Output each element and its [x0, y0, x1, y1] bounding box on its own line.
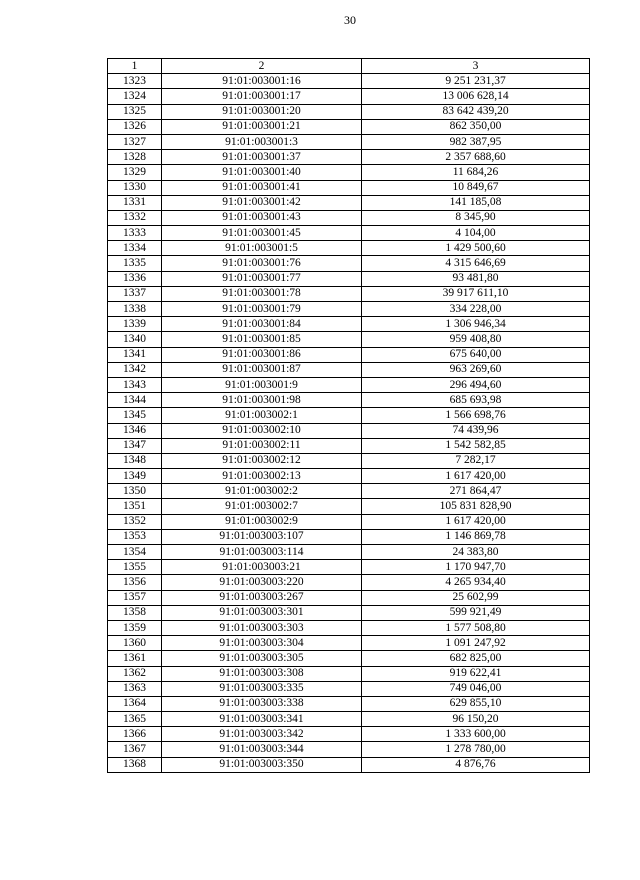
value-cell: 675 640,00	[362, 347, 590, 362]
table-row	[108, 332, 590, 347]
value-cell: 1 566 698,76	[362, 408, 590, 423]
cadastral-number-cell: 91:01:003001:9	[162, 377, 362, 392]
cadastral-number-cell: 91:01:003001:78	[162, 286, 362, 301]
table-row	[108, 362, 590, 377]
cadastral-number-cell: 91:01:003003:220	[162, 575, 362, 590]
table-row	[108, 605, 590, 620]
cadastral-number-cell: 91:01:003003:341	[162, 712, 362, 727]
row-number-cell: 1342	[108, 362, 162, 377]
row-number-cell: 1357	[108, 590, 162, 605]
row-number-cell: 1339	[108, 317, 162, 332]
cadastral-number-cell: 91:01:003001:87	[162, 362, 362, 377]
row-number-cell: 1325	[108, 104, 162, 119]
table-row	[108, 545, 590, 560]
row-number-cell: 1332	[108, 210, 162, 225]
row-number-cell: 1361	[108, 651, 162, 666]
table-row	[108, 256, 590, 271]
cadastral-number-cell: 91:01:003001:40	[162, 165, 362, 180]
row-number-cell: 1367	[108, 742, 162, 757]
row-number-cell: 1324	[108, 89, 162, 104]
row-number-cell: 1365	[108, 712, 162, 727]
row-number-cell: 1338	[108, 302, 162, 317]
table-body	[108, 74, 590, 773]
value-cell: 1 306 946,34	[362, 317, 590, 332]
table-row	[108, 712, 590, 727]
value-cell: 334 228,00	[362, 302, 590, 317]
value-cell: 13 006 628,14	[362, 89, 590, 104]
table-row	[108, 302, 590, 317]
cadastral-number-cell: 91:01:003003:308	[162, 666, 362, 681]
table-row	[108, 575, 590, 590]
row-number-cell: 1341	[108, 347, 162, 362]
table-row	[108, 560, 590, 575]
row-number-cell: 1368	[108, 757, 162, 772]
table-row	[108, 636, 590, 651]
table-header-row	[108, 59, 590, 74]
row-number-cell: 1345	[108, 408, 162, 423]
value-cell: 4 315 646,69	[362, 256, 590, 271]
value-cell: 982 387,95	[362, 134, 590, 149]
cadastral-number-cell: 91:01:003002:11	[162, 438, 362, 453]
value-cell: 749 046,00	[362, 681, 590, 696]
cadastral-number-cell: 91:01:003003:350	[162, 757, 362, 772]
value-cell: 4 104,00	[362, 226, 590, 241]
cadastral-number-cell: 91:01:003002:9	[162, 514, 362, 529]
cadastral-number-cell: 91:01:003001:77	[162, 271, 362, 286]
value-cell: 685 693,98	[362, 393, 590, 408]
cadastral-number-cell: 91:01:003001:17	[162, 89, 362, 104]
row-number-cell: 1328	[108, 150, 162, 165]
table-row	[108, 408, 590, 423]
table-row	[108, 438, 590, 453]
value-cell: 39 917 611,10	[362, 286, 590, 301]
value-cell: 1 429 500,60	[362, 241, 590, 256]
table-row	[108, 195, 590, 210]
value-cell: 862 350,00	[362, 119, 590, 134]
table-row	[108, 241, 590, 256]
table-row	[108, 696, 590, 711]
row-number-cell: 1358	[108, 605, 162, 620]
value-cell: 83 642 439,20	[362, 104, 590, 119]
value-cell: 24 383,80	[362, 545, 590, 560]
cadastral-number-cell: 91:01:003003:303	[162, 620, 362, 635]
row-number-cell: 1337	[108, 286, 162, 301]
table-row	[108, 226, 590, 241]
row-number-cell: 1335	[108, 256, 162, 271]
value-cell: 96 150,20	[362, 712, 590, 727]
value-cell: 963 269,60	[362, 362, 590, 377]
table-row	[108, 651, 590, 666]
value-cell: 599 921,49	[362, 605, 590, 620]
table-row	[108, 590, 590, 605]
cadastral-number-cell: 91:01:003001:86	[162, 347, 362, 362]
table-row	[108, 727, 590, 742]
table-row	[108, 150, 590, 165]
table-row	[108, 499, 590, 514]
cadastral-number-cell: 91:01:003001:3	[162, 134, 362, 149]
cadastral-number-cell: 91:01:003003:305	[162, 651, 362, 666]
cadastral-number-cell: 91:01:003003:344	[162, 742, 362, 757]
cadastral-number-cell: 91:01:003002:2	[162, 484, 362, 499]
column-header-2: 2	[162, 59, 362, 74]
row-number-cell: 1323	[108, 74, 162, 89]
row-number-cell: 1327	[108, 134, 162, 149]
cadastral-number-cell: 91:01:003001:42	[162, 195, 362, 210]
table-row	[108, 180, 590, 195]
row-number-cell: 1343	[108, 377, 162, 392]
table-row	[108, 89, 590, 104]
table-row	[108, 104, 590, 119]
table-row	[108, 453, 590, 468]
value-cell: 10 849,67	[362, 180, 590, 195]
table-row	[108, 757, 590, 772]
table-row	[108, 134, 590, 149]
cadastral-number-cell: 91:01:003003:342	[162, 727, 362, 742]
cadastral-number-cell: 91:01:003003:114	[162, 545, 362, 560]
value-cell: 1 146 869,78	[362, 529, 590, 544]
cadastral-number-cell: 91:01:003003:107	[162, 529, 362, 544]
table-row	[108, 514, 590, 529]
table-row	[108, 469, 590, 484]
row-number-cell: 1344	[108, 393, 162, 408]
row-number-cell: 1363	[108, 681, 162, 696]
row-number-cell: 1362	[108, 666, 162, 681]
value-cell: 141 185,08	[362, 195, 590, 210]
row-number-cell: 1359	[108, 620, 162, 635]
value-cell: 296 494,60	[362, 377, 590, 392]
value-cell: 7 282,17	[362, 453, 590, 468]
cadastral-number-cell: 91:01:003001:43	[162, 210, 362, 225]
row-number-cell: 1354	[108, 545, 162, 560]
row-number-cell: 1329	[108, 165, 162, 180]
value-cell: 1 577 508,80	[362, 620, 590, 635]
value-cell: 4 876,76	[362, 757, 590, 772]
value-cell: 105 831 828,90	[362, 499, 590, 514]
row-number-cell: 1350	[108, 484, 162, 499]
cadastral-number-cell: 91:01:003003:335	[162, 681, 362, 696]
table-row	[108, 681, 590, 696]
row-number-cell: 1360	[108, 636, 162, 651]
cadastral-number-cell: 91:01:003002:1	[162, 408, 362, 423]
row-number-cell: 1348	[108, 453, 162, 468]
cadastral-number-cell: 91:01:003001:20	[162, 104, 362, 119]
cadastral-number-cell: 91:01:003001:85	[162, 332, 362, 347]
page-number: 30	[344, 13, 356, 27]
row-number-cell: 1333	[108, 226, 162, 241]
cadastral-number-cell: 91:01:003003:21	[162, 560, 362, 575]
table-row	[108, 119, 590, 134]
row-number-cell: 1353	[108, 529, 162, 544]
value-cell: 959 408,80	[362, 332, 590, 347]
value-cell: 271 864,47	[362, 484, 590, 499]
table-row	[108, 286, 590, 301]
row-number-cell: 1352	[108, 514, 162, 529]
row-number-cell: 1331	[108, 195, 162, 210]
value-cell: 919 622,41	[362, 666, 590, 681]
value-cell: 11 684,26	[362, 165, 590, 180]
table-row	[108, 742, 590, 757]
cadastral-number-cell: 91:01:003001:5	[162, 241, 362, 256]
cadastral-number-cell: 91:01:003003:304	[162, 636, 362, 651]
cadastral-number-cell: 91:01:003001:16	[162, 74, 362, 89]
row-number-cell: 1326	[108, 119, 162, 134]
table-row	[108, 347, 590, 362]
cadastral-number-cell: 91:01:003001:37	[162, 150, 362, 165]
value-cell: 9 251 231,37	[362, 74, 590, 89]
value-cell: 1 170 947,70	[362, 560, 590, 575]
value-cell: 682 825,00	[362, 651, 590, 666]
table-row	[108, 74, 590, 89]
table-row	[108, 620, 590, 635]
cadastral-number-cell: 91:01:003003:338	[162, 696, 362, 711]
table-row	[108, 165, 590, 180]
row-number-cell: 1349	[108, 469, 162, 484]
value-cell: 1 617 420,00	[362, 514, 590, 529]
row-number-cell: 1346	[108, 423, 162, 438]
table-row	[108, 666, 590, 681]
cadastral-number-cell: 91:01:003002:7	[162, 499, 362, 514]
value-cell: 74 439,96	[362, 423, 590, 438]
table-row	[108, 484, 590, 499]
value-cell: 629 855,10	[362, 696, 590, 711]
cadastral-number-cell: 91:01:003001:84	[162, 317, 362, 332]
cadastral-number-cell: 91:01:003001:76	[162, 256, 362, 271]
value-cell: 4 265 934,40	[362, 575, 590, 590]
cadastral-number-cell: 91:01:003003:267	[162, 590, 362, 605]
row-number-cell: 1334	[108, 241, 162, 256]
value-cell: 93 481,80	[362, 271, 590, 286]
cadastral-number-cell: 91:01:003001:45	[162, 226, 362, 241]
table-row	[108, 529, 590, 544]
table-row	[108, 393, 590, 408]
value-cell: 2 357 688,60	[362, 150, 590, 165]
row-number-cell: 1356	[108, 575, 162, 590]
cadastral-number-cell: 91:01:003002:12	[162, 453, 362, 468]
row-number-cell: 1351	[108, 499, 162, 514]
row-number-cell: 1340	[108, 332, 162, 347]
cadastral-number-cell: 91:01:003003:301	[162, 605, 362, 620]
cadastral-number-cell: 91:01:003001:41	[162, 180, 362, 195]
value-cell: 1 333 600,00	[362, 727, 590, 742]
table-row	[108, 423, 590, 438]
row-number-cell: 1364	[108, 696, 162, 711]
table-row	[108, 377, 590, 392]
value-cell: 1 542 582,85	[362, 438, 590, 453]
column-header-3: 3	[362, 59, 590, 74]
row-number-cell: 1366	[108, 727, 162, 742]
cadastral-number-cell: 91:01:003002:10	[162, 423, 362, 438]
value-cell: 25 602,99	[362, 590, 590, 605]
column-header-1: 1	[108, 59, 162, 74]
cadastral-number-cell: 91:01:003001:79	[162, 302, 362, 317]
cadastral-number-cell: 91:01:003001:98	[162, 393, 362, 408]
row-number-cell: 1336	[108, 271, 162, 286]
table-row	[108, 271, 590, 286]
table-row	[108, 317, 590, 332]
row-number-cell: 1330	[108, 180, 162, 195]
row-number-cell: 1347	[108, 438, 162, 453]
row-number-cell: 1355	[108, 560, 162, 575]
cadastral-number-cell: 91:01:003001:21	[162, 119, 362, 134]
table-row	[108, 210, 590, 225]
value-cell: 1 278 780,00	[362, 742, 590, 757]
value-cell: 8 345,90	[362, 210, 590, 225]
data-table	[107, 58, 590, 773]
value-cell: 1 617 420,00	[362, 469, 590, 484]
cadastral-number-cell: 91:01:003002:13	[162, 469, 362, 484]
value-cell: 1 091 247,92	[362, 636, 590, 651]
